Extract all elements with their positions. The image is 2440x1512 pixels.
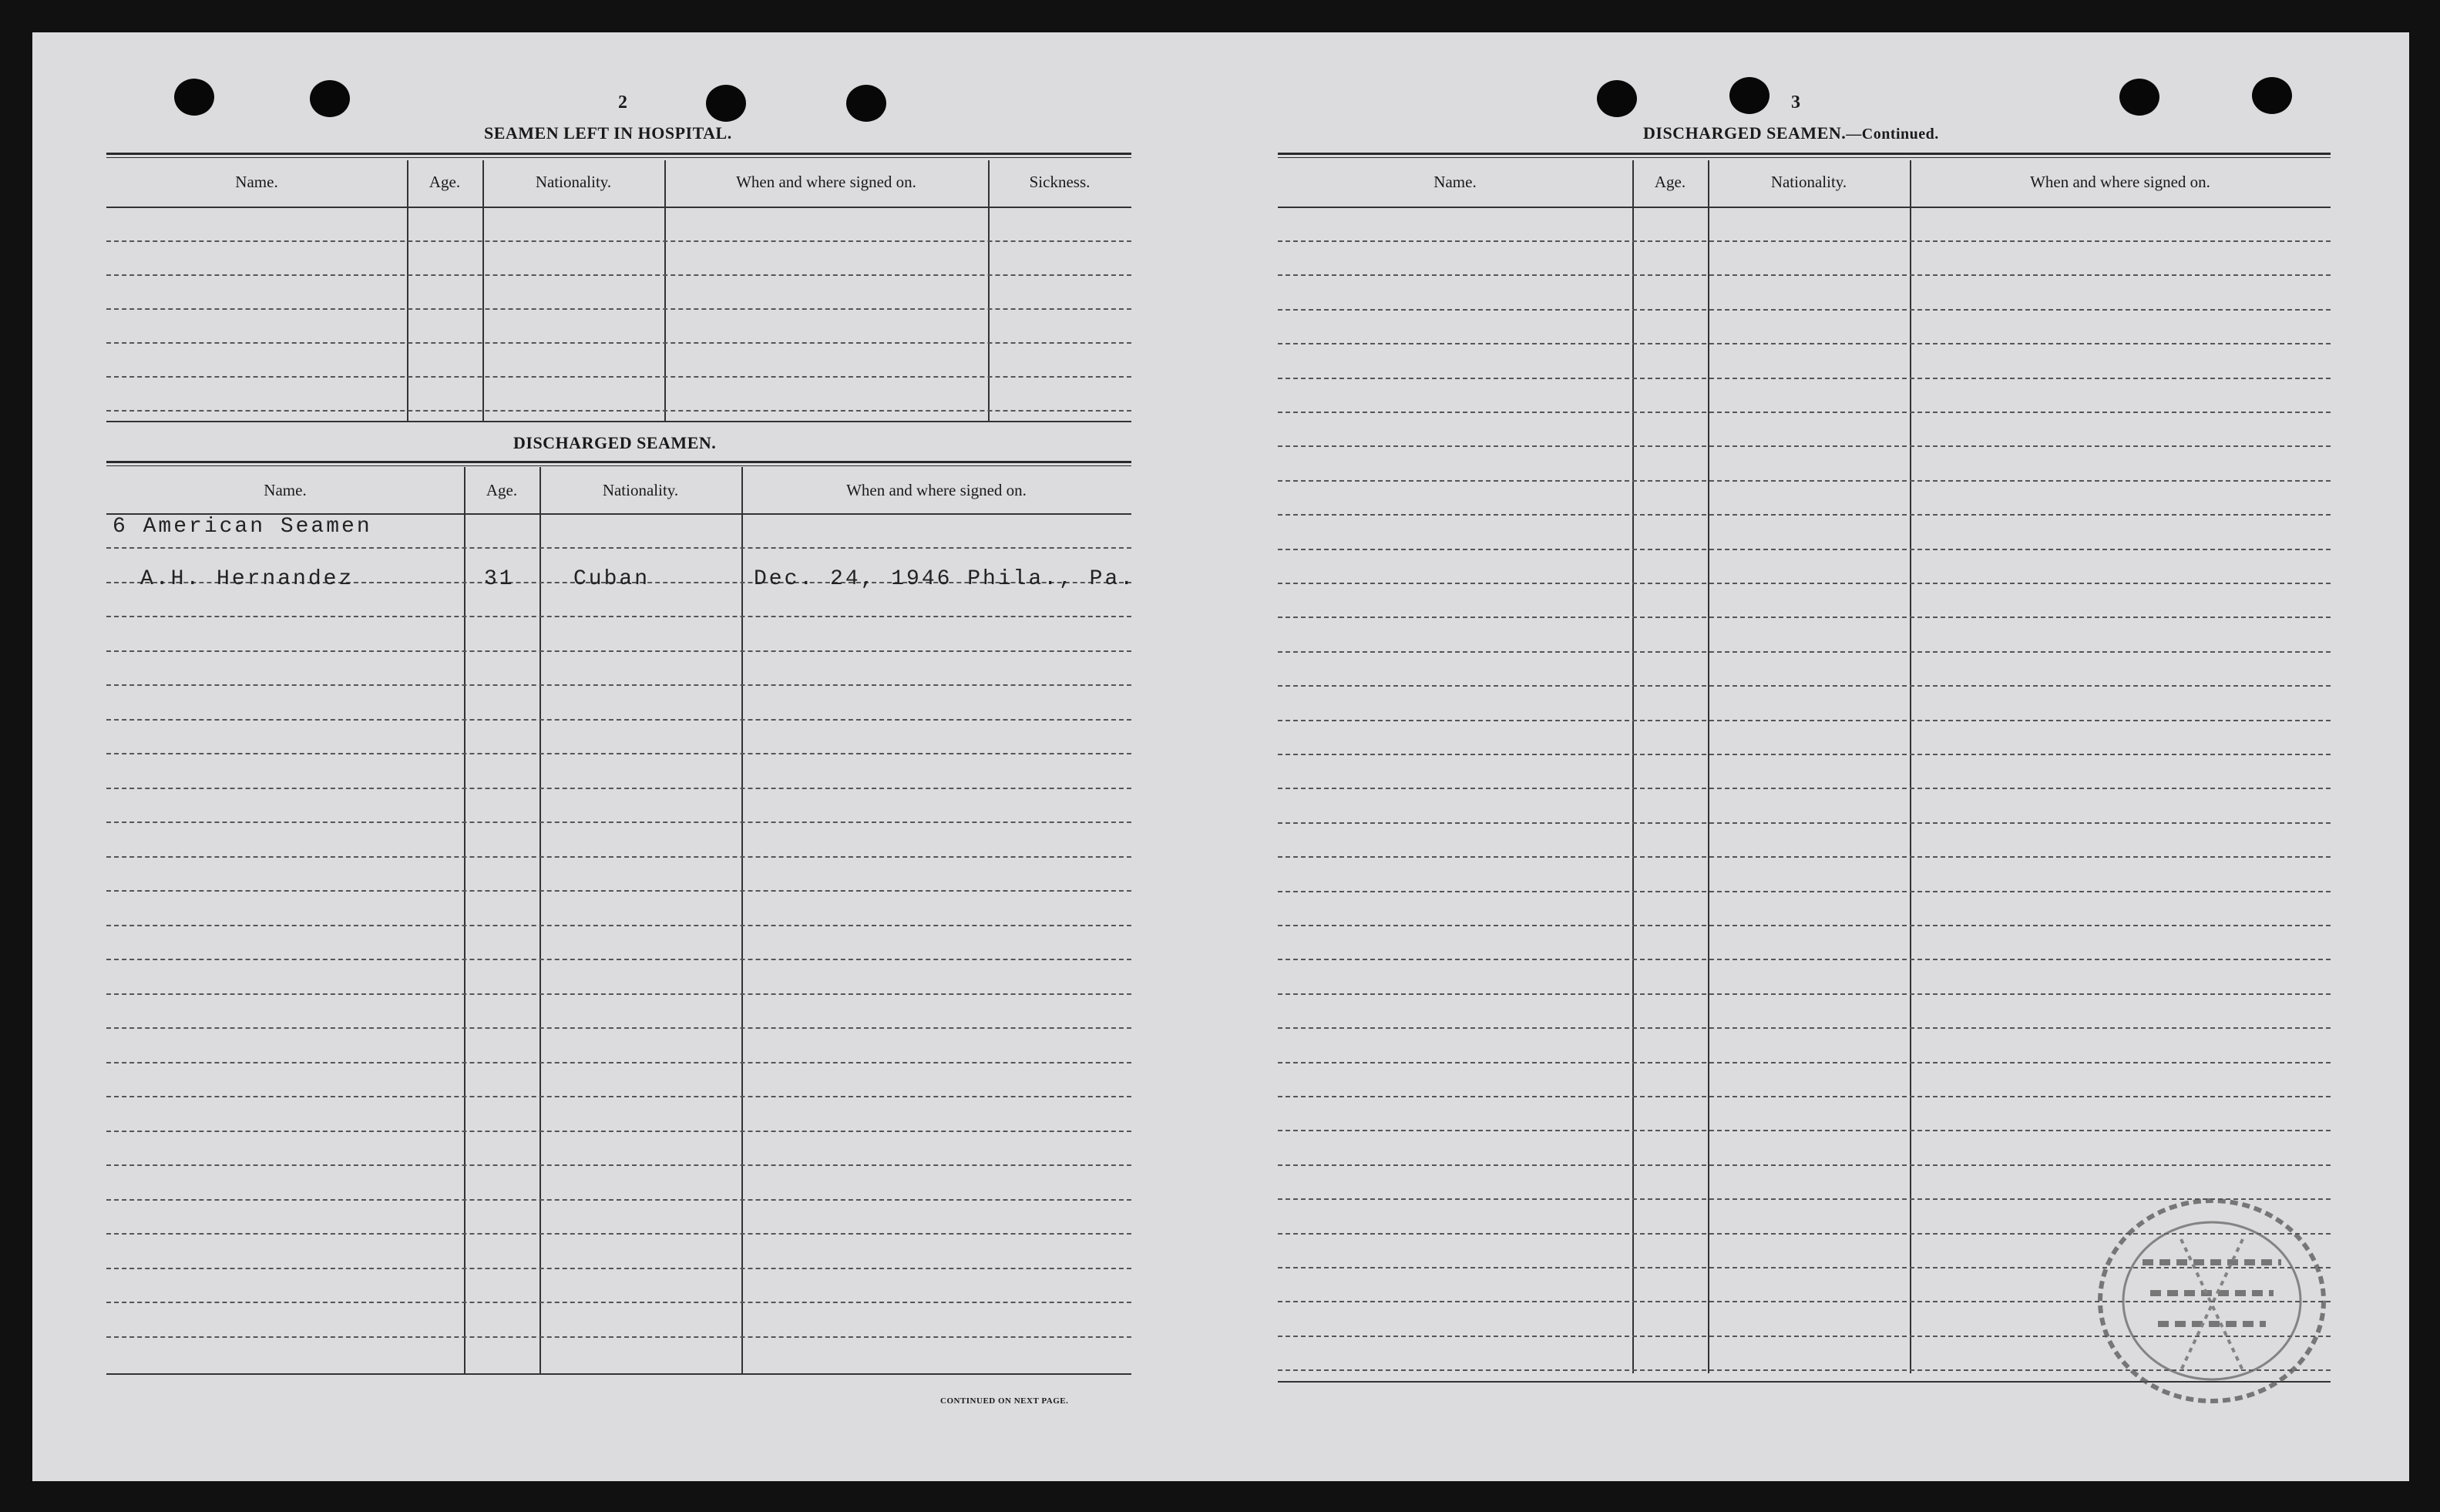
- ruled-line: [1278, 993, 2331, 995]
- ruled-line: [106, 1164, 1131, 1166]
- hospital-col-divider: [664, 160, 666, 421]
- punch-hole-icon: [310, 80, 350, 117]
- ruled-line: [1278, 856, 2331, 858]
- ruled-line: [1278, 480, 2331, 482]
- ruled-line: [1278, 1164, 2331, 1166]
- ruled-line: [106, 342, 1131, 344]
- ruled-line: [106, 376, 1131, 378]
- ruled-line: [106, 308, 1131, 310]
- ruled-line: [1278, 343, 2331, 344]
- ruled-line: [106, 959, 1131, 960]
- right-col-divider: [1708, 160, 1709, 1373]
- ruled-line: [106, 1131, 1131, 1132]
- ruled-line: [1278, 1130, 2331, 1131]
- ruled-line: [1278, 788, 2331, 789]
- ruled-line: [106, 993, 1131, 995]
- typed-crew-note: 6 American Seamen: [113, 515, 372, 539]
- ruled-line: [106, 547, 1131, 549]
- hospital-top-rule: [106, 153, 1131, 155]
- ruled-line: [106, 822, 1131, 823]
- discharged-header-signed-on: When and where signed on.: [846, 481, 1027, 499]
- typed-seaman-nationality: Cuban: [573, 567, 650, 591]
- ruled-line: [106, 719, 1131, 721]
- discharged-header-name: Name.: [264, 481, 307, 499]
- hospital-header-sickness: Sickness.: [1029, 173, 1091, 191]
- ruled-line: [106, 925, 1131, 926]
- ruled-line: [1278, 583, 2331, 584]
- ruled-line: [1278, 445, 2331, 447]
- ruled-line: [106, 788, 1131, 789]
- document-page: [32, 32, 2409, 1481]
- discharged-section-title: DISCHARGED SEAMEN.: [513, 433, 717, 452]
- ruled-line: [106, 410, 1131, 412]
- ruled-line: [106, 1336, 1131, 1338]
- ruled-line: [1278, 651, 2331, 653]
- ruled-line: [106, 240, 1131, 242]
- punch-hole-icon: [2252, 77, 2292, 114]
- discharged-col-divider: [539, 467, 541, 1373]
- ruled-line: [1278, 754, 2331, 755]
- right-col-divider: [1632, 160, 1634, 1373]
- right-header-nationality: Nationality.: [1770, 173, 1847, 191]
- ruled-line: [106, 1199, 1131, 1201]
- ruled-line: [1278, 822, 2331, 824]
- right-section-title-main: DISCHARGED SEAMEN.: [1643, 123, 1847, 143]
- ruled-line: [106, 616, 1131, 617]
- hospital-section-title: SEAMEN LEFT IN HOSPITAL.: [484, 123, 732, 143]
- punch-hole-icon: [2119, 79, 2159, 116]
- hospital-header-signed-on: When and where signed on.: [736, 173, 916, 191]
- ruled-line: [106, 890, 1131, 892]
- ruled-line: [106, 856, 1131, 858]
- typed-seaman-age: 31: [484, 567, 515, 591]
- ruled-line: [1278, 617, 2331, 618]
- discharged-header-nationality: Nationality.: [602, 481, 679, 499]
- ruled-line: [1278, 925, 2331, 926]
- right-header-name: Name.: [1433, 173, 1477, 191]
- ruled-line: [1278, 240, 2331, 242]
- hospital-col-divider: [407, 160, 408, 421]
- right-header-signed-on: When and where signed on.: [2030, 173, 2210, 191]
- ruled-line: [106, 1096, 1131, 1097]
- ruled-line: [106, 1027, 1131, 1029]
- ruled-line: [1278, 685, 2331, 687]
- discharged-bottom-rule: [106, 1373, 1131, 1375]
- typed-seaman-name: A.H. Hernandez: [140, 567, 355, 591]
- typed-seaman-signed-on: Dec. 24, 1946 Phila., Pa.: [754, 567, 1136, 591]
- ruled-line: [1278, 274, 2331, 276]
- hospital-col-divider: [482, 160, 484, 421]
- ruled-line: [1278, 720, 2331, 721]
- punch-hole-icon: [174, 79, 214, 116]
- ruled-line: [1278, 1062, 2331, 1063]
- right-header-rule: [1278, 207, 2331, 208]
- discharged-header-age: Age.: [486, 481, 518, 499]
- ruled-line: [1278, 549, 2331, 550]
- ruled-line: [106, 753, 1131, 754]
- right-section-title: [1643, 123, 1939, 143]
- punch-hole-icon: [1729, 77, 1770, 114]
- ruled-line: [106, 1268, 1131, 1269]
- ruled-line: [106, 274, 1131, 276]
- ruled-line: [1278, 959, 2331, 960]
- hospital-header-age: Age.: [429, 173, 461, 191]
- discharged-col-divider: [464, 467, 465, 1373]
- ruled-line: [1278, 891, 2331, 892]
- right-col-divider: [1910, 160, 1911, 1373]
- left-page-number: 2: [618, 92, 627, 113]
- ruled-line: [1278, 1096, 2331, 1097]
- right-section-title-suffix: —Continued.: [1846, 126, 1939, 143]
- ruled-line: [106, 1062, 1131, 1063]
- right-header-age: Age.: [1654, 173, 1686, 191]
- right-top-rule: [1278, 153, 2331, 155]
- ruled-line: [1278, 309, 2331, 311]
- punch-hole-icon: [1597, 80, 1637, 117]
- discharged-col-divider: [741, 467, 743, 1373]
- ruled-line: [106, 650, 1131, 652]
- ruled-line: [106, 684, 1131, 686]
- hospital-bottom-rule: [106, 421, 1131, 422]
- discharged-top-rule: [106, 461, 1131, 463]
- ruled-line: [1278, 412, 2331, 413]
- punch-hole-icon: [846, 85, 886, 122]
- ruled-line: [106, 1233, 1131, 1235]
- ruled-line: [1278, 1027, 2331, 1029]
- ruled-line: [1278, 514, 2331, 516]
- hospital-header-nationality: Nationality.: [535, 173, 612, 191]
- ruled-line: [106, 1302, 1131, 1303]
- punch-hole-icon: [706, 85, 746, 122]
- continued-footer: CONTINUED ON NEXT PAGE.: [940, 1396, 1069, 1406]
- ruled-line: [1278, 378, 2331, 379]
- circular-postmark-stamp-icon: [2089, 1193, 2335, 1416]
- hospital-col-divider: [988, 160, 990, 421]
- right-page-number: 3: [1791, 92, 1800, 113]
- hospital-header-rule: [106, 207, 1131, 208]
- hospital-header-name: Name.: [235, 173, 278, 191]
